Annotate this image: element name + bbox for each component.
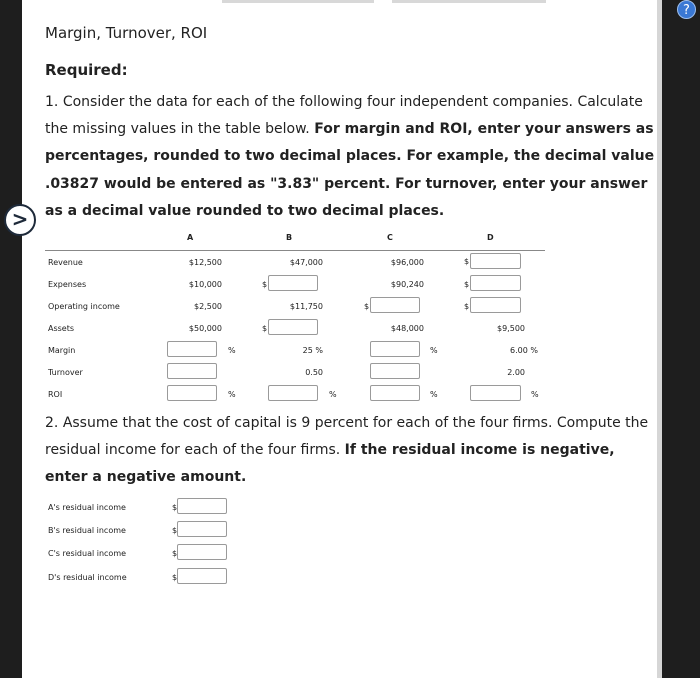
roi-a-input[interactable] xyxy=(167,385,217,401)
operating-income-d-input[interactable] xyxy=(470,297,521,313)
residual-label-a: A's residual income xyxy=(48,503,126,512)
part1-instructions: 1. Consider the data for each of the following four independent companies. Calculate the missing values in the table below. For margin and ROI, enter your answers as percentages, rounded to two decimal places. For example, the decimal value .03827 would be entered as "3.83" percent. For turnover, enter your answer as a decimal value rounded to two decimal places. xyxy=(45,94,655,219)
dollar-sign: $ xyxy=(464,280,470,289)
row-label-turnover: Turnover xyxy=(48,368,83,377)
margin-d: 6.00 % xyxy=(510,346,538,355)
assets-a: $50,000 xyxy=(188,324,222,333)
col-header-c: C xyxy=(387,233,393,242)
residual-label-d: D's residual income xyxy=(48,573,127,582)
dollar-sign: $ xyxy=(172,503,178,512)
expenses-a: $10,000 xyxy=(188,280,222,289)
dollar-sign: $ xyxy=(172,573,178,582)
turnover-c-input[interactable] xyxy=(370,363,420,379)
operating-income-c-input[interactable] xyxy=(370,297,420,313)
residual-b-input[interactable] xyxy=(177,521,227,537)
required-label: Required: xyxy=(45,61,128,79)
col-header-d: D xyxy=(487,233,494,242)
residual-d-input[interactable] xyxy=(177,568,227,584)
part2-instructions: 2. Assume that the cost of capital is 9 percent for each of the four firms. Compute the residual income for each of the four firms. If the residual income is negative, enter a negative amount. xyxy=(45,415,649,486)
percent-sign: % xyxy=(228,390,236,399)
revenue-d-input[interactable] xyxy=(470,253,521,269)
revenue-c: $96,000 xyxy=(390,258,424,267)
expenses-c: $90,240 xyxy=(390,280,424,289)
roi-b-input[interactable] xyxy=(268,385,318,401)
revenue-a: $12,500 xyxy=(188,258,222,267)
residual-label-b: B's residual income xyxy=(48,526,126,535)
table-divider xyxy=(45,250,545,251)
left-frame xyxy=(0,0,22,678)
help-icon[interactable]: ? xyxy=(677,0,696,19)
page-title: Margin, Turnover, ROI xyxy=(45,24,208,42)
row-label-roi: ROI xyxy=(48,390,63,399)
assets-b-input[interactable] xyxy=(268,319,318,335)
dollar-sign: $ xyxy=(262,280,268,289)
right-frame xyxy=(662,0,700,678)
top-tab-edge xyxy=(392,0,546,3)
dollar-sign: $ xyxy=(364,302,370,311)
turnover-a-input[interactable] xyxy=(167,363,217,379)
expenses-d-input[interactable] xyxy=(470,275,521,291)
dollar-sign: $ xyxy=(262,324,268,333)
row-label-operating-income: Operating income xyxy=(48,302,120,311)
percent-sign: % xyxy=(430,390,438,399)
residual-c-input[interactable] xyxy=(177,544,227,560)
percent-sign: % xyxy=(228,346,236,355)
expand-chevron-icon[interactable]: > xyxy=(4,204,36,236)
residual-a-input[interactable] xyxy=(177,498,227,514)
roi-d-input[interactable] xyxy=(470,385,521,401)
expenses-b-input[interactable] xyxy=(268,275,318,291)
operating-income-a: $2,500 xyxy=(194,302,222,311)
col-header-a: A xyxy=(187,233,194,242)
residual-label-c: C's residual income xyxy=(48,549,127,558)
row-label-revenue: Revenue xyxy=(48,258,83,267)
roi-c-input[interactable] xyxy=(370,385,420,401)
percent-sign: % xyxy=(531,390,539,399)
turnover-b: 0.50 xyxy=(305,368,323,377)
dollar-sign: $ xyxy=(464,302,470,311)
percent-sign: % xyxy=(430,346,438,355)
margin-c-input[interactable] xyxy=(370,341,420,357)
revenue-b: $47,000 xyxy=(289,258,323,267)
dollar-sign: $ xyxy=(172,549,178,558)
assets-d: $9,500 xyxy=(497,324,525,333)
margin-a-input[interactable] xyxy=(167,341,217,357)
dollar-sign: $ xyxy=(464,257,470,266)
col-header-b: B xyxy=(286,233,293,242)
operating-income-b: $11,750 xyxy=(289,302,323,311)
percent-sign: % xyxy=(329,390,337,399)
top-tab-edge xyxy=(222,0,374,3)
margin-b: 25 % xyxy=(302,346,323,355)
assets-c: $48,000 xyxy=(390,324,424,333)
row-label-expenses: Expenses xyxy=(48,280,87,289)
turnover-d: 2.00 xyxy=(507,368,525,377)
row-label-margin: Margin xyxy=(48,346,76,355)
dollar-sign: $ xyxy=(172,526,178,535)
row-label-assets: Assets xyxy=(48,324,75,333)
